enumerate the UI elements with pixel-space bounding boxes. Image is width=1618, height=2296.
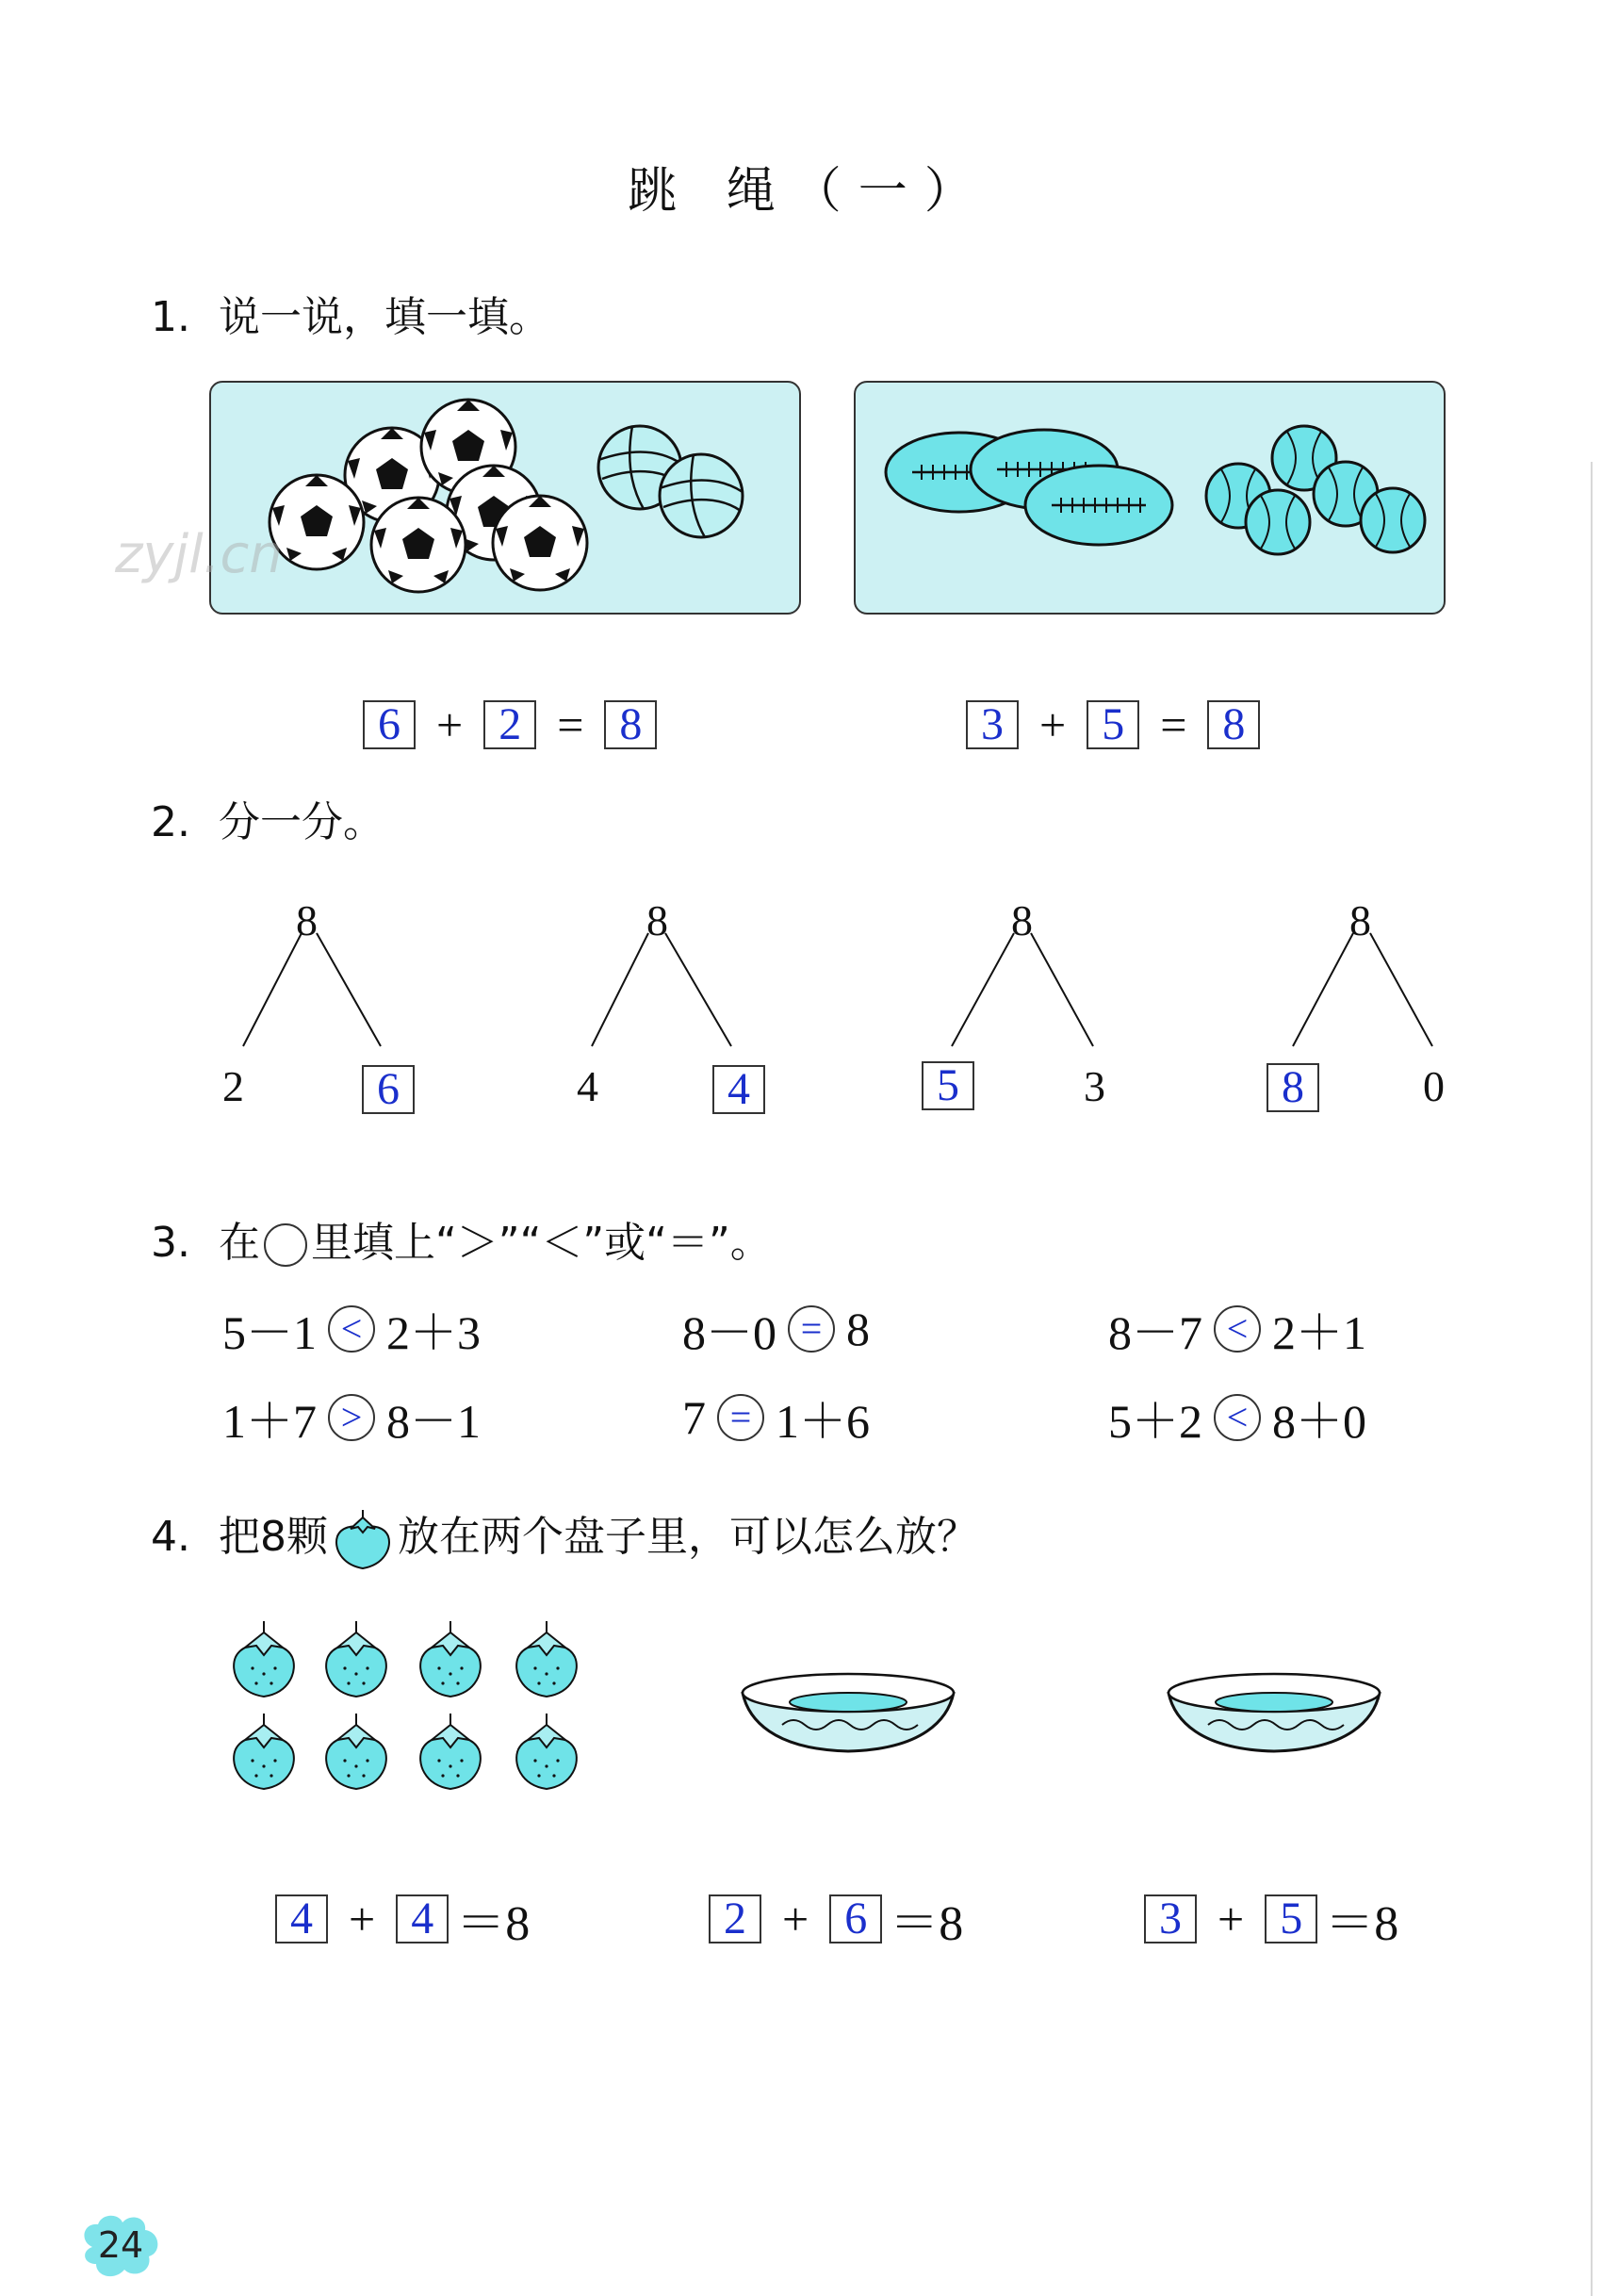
answer-box[interactable]: 2: [709, 1894, 761, 1943]
equals-sign: =: [557, 698, 584, 751]
q4-equation: [709, 1883, 963, 1954]
answer-box[interactable]: 8: [604, 700, 657, 749]
equation-tail: ＝8: [1325, 1897, 1399, 1951]
compare-right: 2＋1: [1272, 1306, 1366, 1359]
answer-box[interactable]: 2: [483, 700, 536, 749]
question-2-number: 2.: [151, 798, 190, 846]
answer-box[interactable]: 5: [1265, 1894, 1317, 1943]
answer-box[interactable]: 4: [275, 1894, 328, 1943]
bond-answer-box[interactable]: 6: [362, 1065, 415, 1114]
page-edge: [1591, 462, 1593, 2296]
bond-answer-box[interactable]: 5: [922, 1061, 974, 1110]
plus-sign: +: [436, 698, 464, 751]
plus-sign: +: [1039, 698, 1067, 751]
compare-answer-circle[interactable]: >: [328, 1394, 375, 1441]
compare-answer-circle[interactable]: <: [1214, 1394, 1261, 1441]
question-3-number: 3.: [151, 1219, 190, 1267]
question-4-text-b: 放在两个盘子里，可以怎么放？: [397, 1513, 978, 1561]
question-4-text-a: 把8颗: [218, 1513, 328, 1561]
compare-item: [222, 1295, 481, 1363]
equation-tail: ＝8: [456, 1897, 531, 1951]
question-4-number: 4.: [151, 1513, 190, 1561]
bond-top-number: 8: [1349, 896, 1371, 944]
balls-panel-right: [854, 381, 1446, 615]
bond-top-number: 8: [1011, 896, 1033, 944]
answer-box[interactable]: 3: [966, 700, 1019, 749]
plus-sign: +: [782, 1892, 809, 1945]
compare-right: 8＋0: [1272, 1395, 1366, 1448]
football-baseball-illustration: [856, 383, 1444, 613]
compare-left: 8－7: [1108, 1306, 1202, 1359]
balls-panel-left: [209, 381, 801, 615]
answer-box[interactable]: 5: [1087, 700, 1139, 749]
compare-left: 5－1: [222, 1306, 317, 1359]
soccer-volleyball-illustration: [211, 383, 799, 613]
question-1-text: 说一说，填一填。: [218, 293, 550, 341]
compare-right: 2＋3: [386, 1306, 481, 1359]
equals-sign: =: [1160, 698, 1187, 751]
compare-answer-circle[interactable]: <: [328, 1305, 375, 1353]
answer-box[interactable]: 6: [829, 1894, 882, 1943]
answer-box[interactable]: 4: [396, 1894, 449, 1943]
compare-left: 5＋2: [1108, 1395, 1202, 1448]
question-1-heading: [151, 283, 550, 343]
compare-right: 1＋6: [776, 1395, 870, 1448]
circle-icon: [264, 1223, 307, 1267]
compare-answer-circle[interactable]: =: [788, 1305, 835, 1353]
strawberries-group: [217, 1602, 594, 1800]
plate-icon: [1161, 1659, 1387, 1763]
compare-item: [682, 1384, 870, 1451]
page-title: 跳 绳（一）: [628, 163, 990, 220]
bond-top-number: 8: [296, 896, 318, 944]
plate-icon: [735, 1659, 961, 1763]
bond-left-number: 4: [577, 1062, 598, 1110]
q4-equation: [275, 1883, 530, 1954]
compare-item: [222, 1384, 481, 1451]
compare-right: 8－1: [386, 1395, 481, 1448]
bond-answer-box[interactable]: 8: [1267, 1063, 1319, 1112]
question-3-text-b: 里填上“＞”“＜”或“＝”。: [310, 1219, 772, 1267]
equation-tail: ＝8: [890, 1897, 964, 1951]
plus-sign: +: [349, 1892, 376, 1945]
compare-answer-circle[interactable]: =: [717, 1394, 764, 1441]
strawberry-icon: [330, 1506, 396, 1572]
plus-sign: +: [1218, 1892, 1245, 1945]
compare-left: 1＋7: [222, 1395, 317, 1448]
compare-left: 7: [682, 1391, 706, 1444]
compare-item: [1108, 1295, 1366, 1363]
answer-box[interactable]: 3: [1144, 1894, 1197, 1943]
bond-top-number: 8: [646, 896, 668, 944]
answer-box[interactable]: 6: [363, 700, 416, 749]
answer-box[interactable]: 8: [1207, 700, 1260, 749]
question-3-heading: [151, 1208, 772, 1269]
page-number: 24: [97, 2224, 144, 2266]
bond-right-number: 3: [1084, 1062, 1105, 1110]
compare-left: 8－0: [682, 1306, 776, 1359]
question-3-text-a: 在: [218, 1219, 260, 1267]
compare-item: [1108, 1384, 1366, 1451]
compare-item: [682, 1295, 870, 1363]
question-4-heading: [151, 1502, 978, 1572]
q1-equation-right: [966, 697, 1260, 752]
question-2-text: 分一分。: [218, 798, 384, 846]
bond-left-number: 2: [222, 1062, 244, 1110]
compare-answer-circle[interactable]: <: [1214, 1305, 1261, 1353]
q4-equation: [1144, 1883, 1398, 1954]
q1-equation-left: [363, 697, 657, 752]
question-2-heading: [151, 788, 384, 848]
compare-right: 8: [846, 1303, 870, 1355]
bond-right-number: 0: [1423, 1062, 1445, 1110]
question-1-number: 1.: [151, 293, 190, 341]
watermark: zyjl.cn: [115, 524, 283, 585]
bond-answer-box[interactable]: 4: [712, 1065, 765, 1114]
